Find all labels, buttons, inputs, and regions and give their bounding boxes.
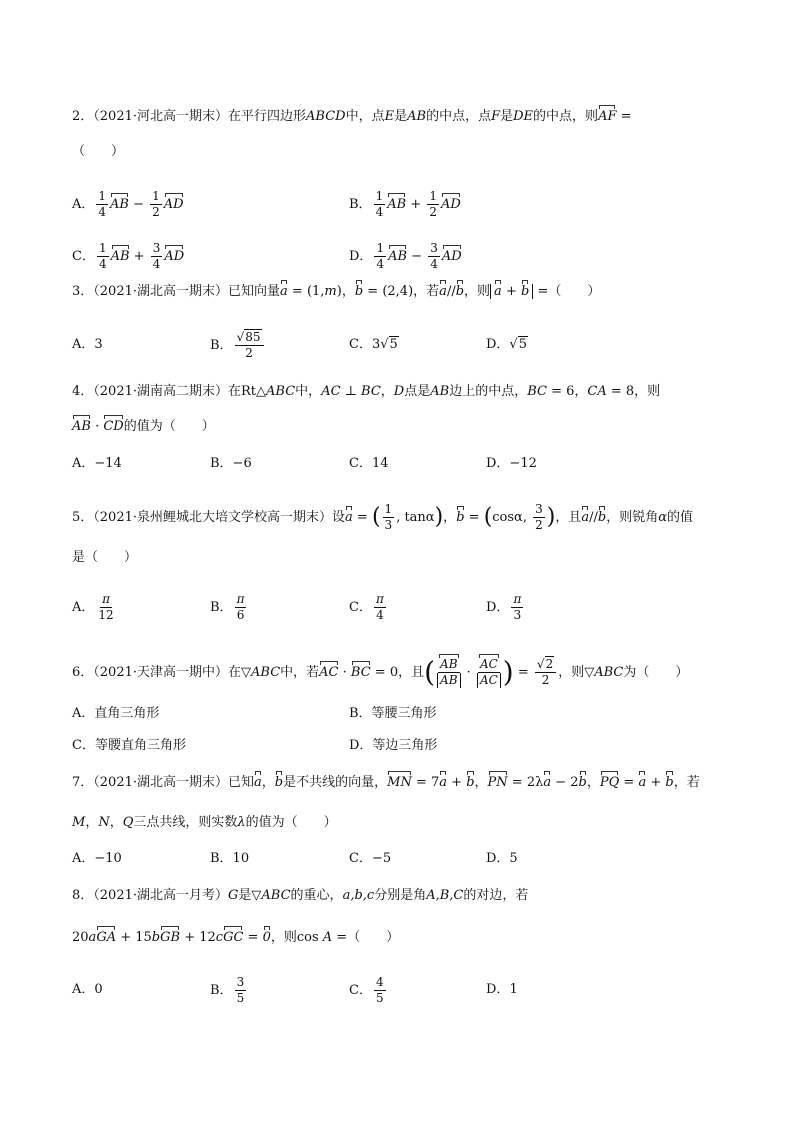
question-8-cont: 20aGA + 15bGB + 12cGC = 0，则cos A =（ ） [72,930,400,945]
question-3: 3．（2021·湖北高一期末）已知向量a = (1,m)，b = (2,4)，若a//b，则 a + b =（ ） [72,284,601,299]
q8-option-a[interactable]: A．0 [72,982,103,997]
q5-option-a[interactable]: A． $\frac{\pi}{12}$ [72,592,114,622]
q4-option-a[interactable]: A．−14 [72,456,122,471]
question-2: 2．（2021·河北高一期末）在平行四边形ABCD中，点E是AB的中点，点F是DE的中点，则AF = [72,109,632,124]
q5-option-c[interactable]: C． $\frac{\pi}{4}$ [349,592,384,622]
q8-option-d[interactable]: D．1 [486,982,518,997]
q3-option-d[interactable]: D．√5 [486,337,527,352]
q8-option-b[interactable]: B． $\frac{3}{5}$ [210,975,245,1005]
q4-option-c[interactable]: C．14 [349,456,389,471]
question-7-cont: M，N，Q三点共线，则实数λ的值为（ ） [72,815,337,830]
q6-option-b[interactable]: B．等腰三角形 [349,706,437,721]
q8-option-c[interactable]: C． $\frac{4}{5}$ [349,975,384,1005]
q5-option-d[interactable]: D． $\frac{\pi}{3}$ [486,592,522,622]
question-6: 6．（2021·天津高一期中）在▽ABC中，若AC · BC = 0，且( $\frac{AB}{AB}$ · $\frac{AC}{AC}$ ) = $\frac{√2}{2}$ ，则▽ABC为（ ） [72,655,689,689]
q6-option-a[interactable]: A．直角三角形 [72,706,160,721]
q2-option-d[interactable]: D． $\frac{1}{4}$ AB − $\frac{3}{4}$ AD [349,241,462,271]
q2-option-c[interactable]: C． $\frac{1}{4}$ AB + $\frac{3}{4}$ AD [72,241,185,271]
q7-option-b[interactable]: B．10 [210,851,250,866]
q6-option-d[interactable]: D．等边三角形 [349,738,438,753]
q2-option-a[interactable]: A． $\frac{1}{4}$ AB − $\frac{1}{2}$ AD [72,189,184,219]
q4-option-b[interactable]: B．−6 [210,456,252,471]
q2-option-b[interactable]: B． $\frac{1}{4}$ AB + $\frac{1}{2}$ AD [349,189,461,219]
q3-option-b[interactable]: B． $\frac{√85}{2}$ [210,330,266,361]
question-8: 8．（2021·湖北高一月考）G是▽ABC的重心，a,b,c分别是角A,B,C的对边，若 [72,888,529,903]
q6-option-c[interactable]: C．等腰直角三角形 [72,738,186,753]
q7-option-d[interactable]: D．5 [486,851,518,866]
q3-option-a[interactable]: A．3 [72,337,103,352]
question-7: 7．（2021·湖北高一期末）已知a，b是不共线的向量，MN = 7a + b，PN = 2λa − 2b，PQ = a + b，若 [72,775,700,790]
question-5: 5．（2021·泉州鲤城北大培文学校高一期末）设a = ( $\frac{1}{3}$ , tanα)，b = (cosα, $\frac{3}{2}$ )，且a//b，则锐角α的值 [72,502,694,532]
q7-option-c[interactable]: C．−5 [349,851,392,866]
q3-option-c[interactable]: C．3√5 [349,337,398,352]
question-4-cont: AB · CD的值为（ ） [72,419,215,434]
q5-option-b[interactable]: B． $\frac{\pi}{6}$ [210,592,245,622]
question-5-cont: 是（ ） [72,550,138,565]
q4-option-d[interactable]: D．−12 [486,456,537,471]
q7-option-a[interactable]: A．−10 [72,851,122,866]
question-4: 4．（2021·湖南高二期末）在Rt△ABC中，AC ⊥ BC，D点是AB边上的中点，BC = 6，CA = 8，则 [72,384,661,399]
question-2-cont: （ ） [72,144,125,159]
